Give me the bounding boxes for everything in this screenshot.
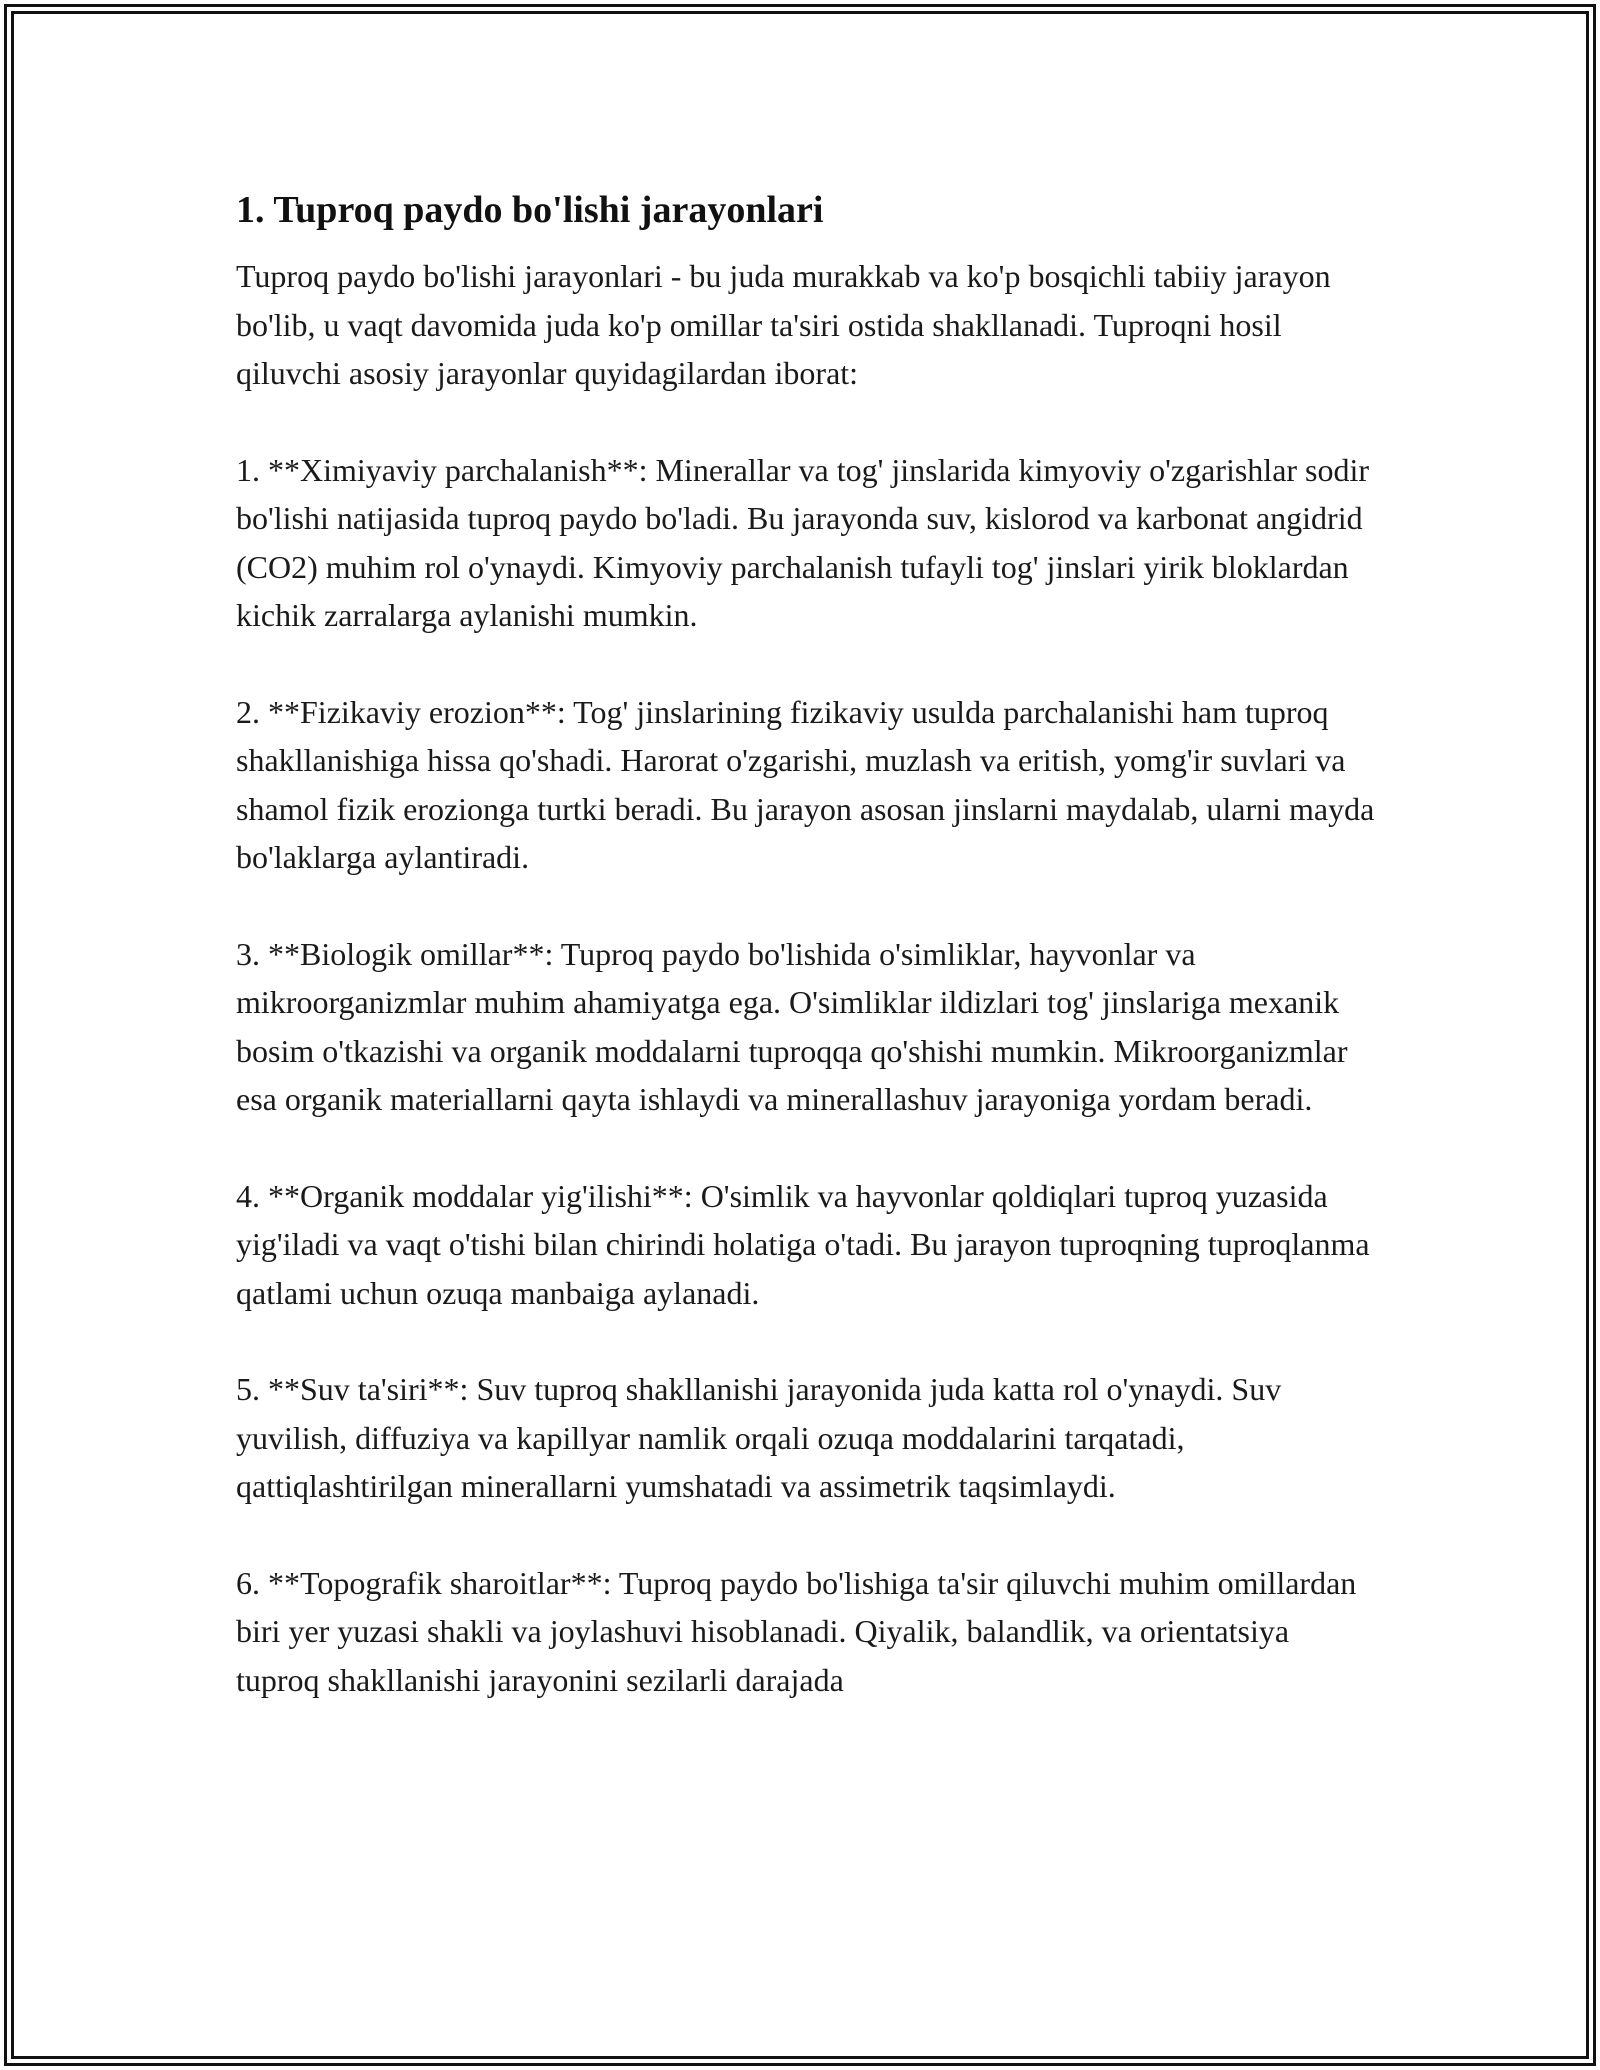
list-item-topographic-conditions: 6. **Topografik sharoitlar**: Tuproq paydo bo'lishiga ta'sir qiluvchi muhim omillardan biri yer yuzasi shakli va joylashuvi hisoblanadi. Qiyalik, balandlik, va orientatsiya tuproq shakllanishi jarayonini sezilarli darajada [236, 1564, 1357, 1698]
list-item-biological-factors: 3. **Biologik omillar**: Tuproq paydo bo'lishida o'simliklar, hayvonlar va mikroorganizmlar muhim ahamiyatga ega. O'simliklar ildizlari tog' jinslariga mexanik bosim o'tkazishi va organik moddalarni tuproqqa qo'shishi mumkin. Mikroorganizmlar esa organik materiallarni qayta ishlaydi va minerallashuv jarayoniga yordam beradi. [236, 935, 1348, 1117]
list-item-organic-matter: 4. **Organik moddalar yig'ilishi**: O'simlik va hayvonlar qoldiqlari tuproq yuzasida yig'iladi va vaqt o'tishi bilan chirindi holatiga o'tadi. Bu jarayon tuproqning tuproqlanma qatlami uchun ozuqa manbaiga aylanadi. [236, 1177, 1370, 1311]
list-item-chemical-weathering: 1. **Ximiyaviy parchalanish**: Minerallar va tog' jinslarida kimyoviy o'zgarishlar sodir bo'lishi natijasida tuproq paydo bo'ladi. Bu jarayonda suv, kislorod va karbonat angidrid (CO2) muhim rol o'ynaydi. Kimyoviy parchalanish tufayli tog' jinslari yirik bloklardan kichik zarralarga aylanishi mumkin. [236, 451, 1370, 633]
intro-paragraph: Tuproq paydo bo'lishi jarayonlari - bu juda murakkab va ko'p bosqichli tabiiy jarayon bo'lib, u vaqt davomida juda ko'p omillar ta'siri ostida shakllanadi. Tuproqni hosil qiluvchi asosiy jarayonlar quyidagilardan iborat: [236, 258, 1331, 391]
list-item-water-effect: 5. **Suv ta'siri**: Suv tuproq shakllanishi jarayonida juda katta rol o'ynaydi. Suv yuvilish, diffuziya va kapillyar namlik orqali ozuqa moddalarini tarqatadi, qattiqlashtirilgan minerallarni yumshatadi va assimetrik taqsimlaydi. [236, 1371, 1282, 1504]
document-body [236, 186, 1376, 1752]
section-heading: 1. Tuproq paydo bo'lishi jarayonlari [236, 189, 824, 231]
list-item-physical-erosion: 2. **Fizikaviy erozion**: Tog' jinslarining fizikaviy usulda parchalanishi ham tuproq shakllanishiga hissa qo'shadi. Harorat o'zgarishi, muzlash va eritish, yomg'ir suvlari va shamol fizik erozionga turtki beradi. Bu jarayon asosan jinslarni maydalab, ularni mayda bo'laklarga aylantiradi. [236, 693, 1375, 875]
